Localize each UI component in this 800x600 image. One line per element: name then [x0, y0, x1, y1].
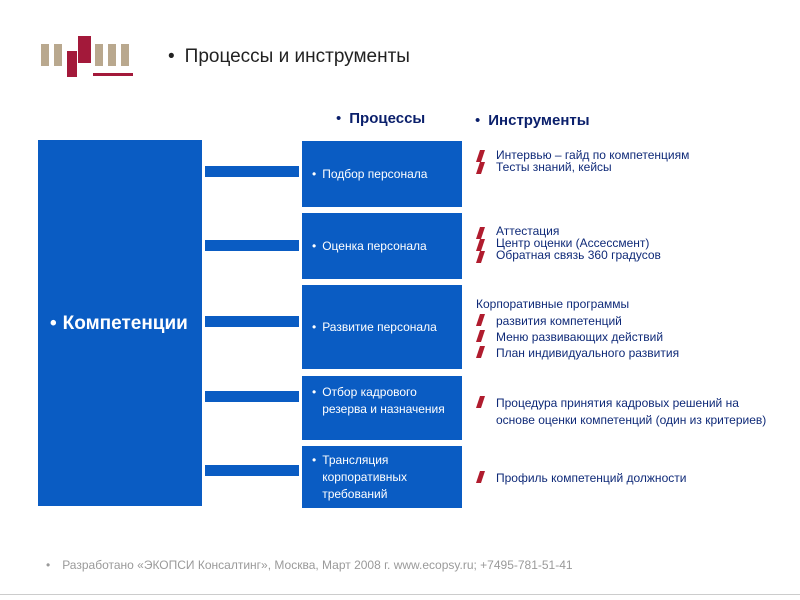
tool-text: Процедура принятия кадровых решений на основе оценки компетенций (один из критериев) — [496, 396, 767, 427]
process-box-reserve — [302, 376, 462, 440]
red-slash-marker-icon — [476, 314, 488, 326]
slide-title-text: Процессы и инструменты — [184, 46, 410, 67]
tools-group-selection — [476, 149, 689, 173]
bottom-rule — [0, 594, 800, 595]
tool-intro — [476, 296, 679, 312]
tool-text: Тесты знаний, кейсы — [496, 160, 612, 174]
tool-item — [476, 470, 686, 486]
connector-5 — [205, 465, 299, 476]
process-label: Оценка персонала — [322, 238, 427, 253]
connector-2 — [205, 240, 299, 251]
bullet: • — [46, 558, 51, 572]
red-slash-marker-icon — [476, 150, 488, 162]
process-label: Развитие персонала — [322, 319, 437, 334]
red-slash-marker-icon — [476, 471, 488, 483]
tool-item — [476, 250, 661, 262]
tool-text: Центр оценки (Ассессмент) — [496, 236, 650, 250]
footer — [46, 558, 573, 572]
processes-header — [336, 110, 425, 127]
competencies-label — [50, 311, 190, 336]
bullet: • — [168, 46, 175, 67]
processes-header-text: Процессы — [349, 110, 426, 127]
tool-item — [476, 329, 679, 345]
bullet: • — [312, 166, 317, 181]
tools-group-development — [476, 296, 679, 361]
competencies-box — [38, 140, 202, 506]
bullet: • — [312, 385, 317, 399]
bullet: • — [50, 312, 57, 334]
bullet: • — [312, 453, 317, 467]
tools-group-assessment — [476, 226, 661, 262]
tools-group-reserve — [476, 395, 776, 428]
tool-text: План индивидуального развития — [496, 346, 680, 360]
connector-3 — [205, 316, 299, 327]
process-box-assessment — [302, 213, 462, 279]
tool-text: Меню развивающих действий — [496, 330, 664, 344]
bullet: • — [312, 238, 317, 253]
bullet: • — [312, 319, 317, 334]
tool-text: Обратная связь 360 градусов — [496, 248, 661, 262]
company-logo — [41, 36, 135, 80]
tool-item — [476, 395, 776, 428]
red-slash-marker-icon — [476, 330, 488, 342]
tool-text: Аттестация — [496, 224, 560, 238]
red-slash-marker-icon — [476, 227, 488, 239]
connector-1 — [205, 166, 299, 177]
process-box-development — [302, 285, 462, 369]
tool-item — [476, 161, 689, 173]
tool-intro-text: Корпоративные программы — [476, 297, 630, 311]
red-slash-marker-icon — [476, 346, 488, 358]
red-slash-marker-icon — [476, 251, 488, 263]
tool-text: развития компетенций — [496, 314, 622, 328]
tool-text: Профиль компетенций должности — [496, 471, 687, 485]
red-slash-marker-icon — [476, 162, 488, 174]
competencies-label-text: Компетенции — [62, 312, 188, 334]
footer-text: Разработано «ЭКОПСИ Консалтинг», Москва, Март 2008 г. www.ecopsy.ru; +7495-781-51-41 — [62, 558, 573, 572]
tool-text: Интервью – гайд по компетенциям — [496, 148, 690, 162]
tools-group-translation — [476, 470, 686, 486]
connector-4 — [205, 391, 299, 402]
bullet: • — [475, 112, 481, 129]
slide-title — [168, 46, 410, 68]
process-label: Трансляция корпоративных требований — [322, 453, 408, 501]
bullet: • — [336, 110, 342, 127]
tool-item — [476, 345, 679, 361]
tools-header — [475, 112, 590, 129]
tools-header-text: Инструменты — [488, 112, 590, 129]
process-label: Подбор персонала — [322, 166, 428, 181]
process-box-selection — [302, 141, 462, 207]
red-slash-marker-icon — [476, 396, 488, 408]
process-box-translation — [302, 446, 462, 508]
tool-item — [476, 313, 679, 329]
red-slash-marker-icon — [476, 239, 488, 251]
process-label: Отбор кадрового резерва и назначения — [322, 385, 445, 416]
